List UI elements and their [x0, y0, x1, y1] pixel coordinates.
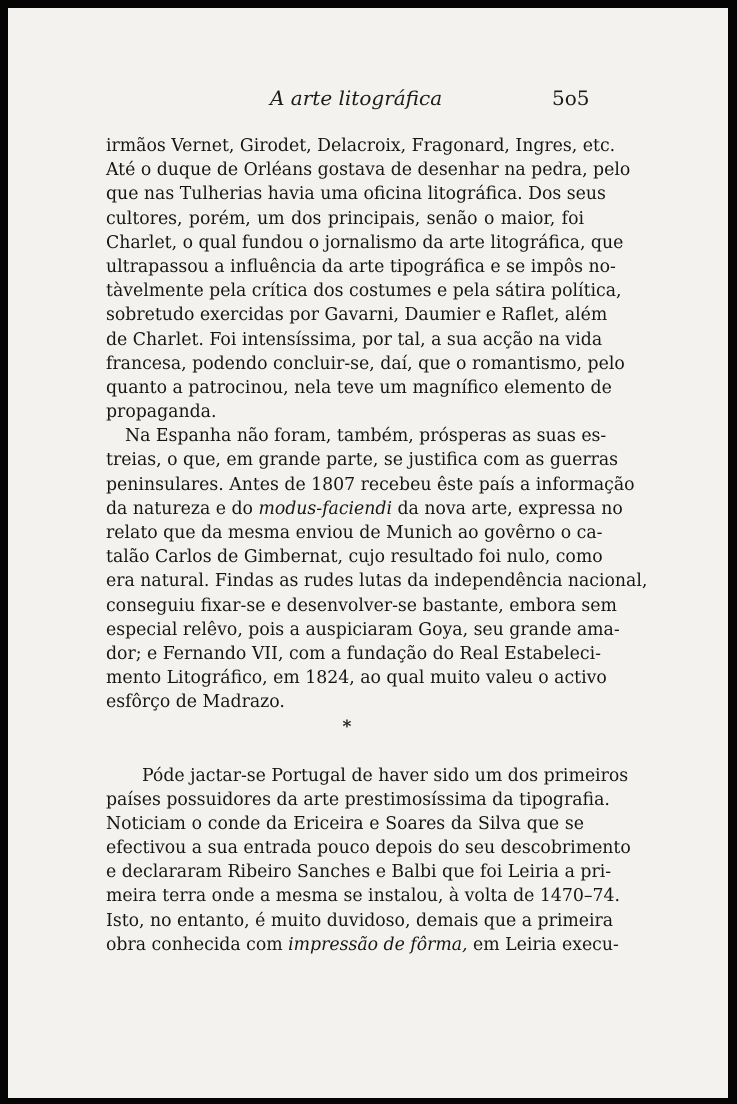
book-page	[8, 8, 728, 1098]
italic-term: impressão de fôrma,	[288, 934, 468, 955]
text-line: cultores, porém, um dos principais, senão o maior, foi	[106, 208, 584, 229]
text-line: francesa, podendo concluir-se, daí, que o romantismo, pelo	[106, 353, 625, 374]
text-line: conseguiu fixar-se e desenvolver-se bastante, embora sem	[106, 595, 617, 616]
text-line: propaganda.	[106, 402, 217, 423]
text-line: sobretudo exercidas por Gavarni, Daumier e Raflet, além	[106, 305, 608, 326]
text-line: relato que da mesma enviou de Munich ao govêrno o ca-	[106, 523, 603, 543]
text-segment: em Leiria execu-	[467, 934, 619, 955]
text-line: quanto a patrocinou, nela teve um magnífico elemento de	[106, 377, 612, 398]
text-line	[106, 497, 623, 521]
text-line: esfôrço de Madrazo.	[106, 692, 285, 713]
paragraph-1	[106, 134, 631, 424]
text-line: Noticiam o conde da Ericeira e Soares da Silva que se	[106, 813, 584, 834]
text-line: tàvelmente pela crítica dos costumes e pela sátira política,	[106, 281, 622, 302]
running-title: A arte litográfica	[270, 86, 443, 110]
paragraph-3	[106, 764, 631, 958]
text-line: especial relêvo, pois a auspiciaram Goya, seu grande ama-	[106, 619, 620, 640]
text-line: Isto, no entanto, é muito duvidoso, demais que a primeira	[106, 910, 614, 931]
text-segment: da nova arte, expressa no	[391, 498, 623, 519]
section-separator: *	[342, 716, 352, 737]
text-line: efectivou a sua entrada pouco depois do seu descobrimento	[106, 838, 631, 859]
text-line: de Charlet. Foi intensíssima, por tal, a sua acção na vida	[106, 329, 603, 350]
text-line: Até o duque de Orléans gostava de desenhar na pedra, pelo	[106, 160, 631, 181]
page-number: 5o5	[552, 86, 590, 110]
text-segment: da natureza e do	[106, 498, 259, 519]
text-line: talão Carlos de Gimbernat, cujo resultado foi nulo, como	[106, 547, 603, 568]
body-text	[106, 134, 648, 957]
section-gap	[106, 739, 584, 764]
text-line	[106, 933, 619, 957]
text-line: dor; e Fernando VII, com a fundação do Real Estabeleci-	[106, 643, 601, 664]
text-line: mento Litográfico, em 1824, ao qual muito valeu o activo	[106, 668, 607, 689]
text-line: peninsulares. Antes de 1807 recebeu êste país a informação	[106, 474, 635, 495]
text-line: treias, o que, em grande parte, se justifica com as guerras	[106, 450, 619, 471]
text-line: países possuidores da arte prestimosíssima da tipografia.	[106, 789, 610, 810]
page-header	[8, 86, 728, 116]
paragraph-2	[106, 424, 648, 714]
text-line: era natural. Findas as rudes lutas da independência nacional,	[106, 571, 648, 592]
italic-term: modus-faciendi	[258, 498, 392, 519]
text-segment: obra conhecida com	[106, 934, 289, 955]
text-line: ultrapassou a influência da arte tipográfica e se impôs no-	[106, 256, 616, 277]
text-line: Charlet, o qual fundou o jornalismo da arte litográfica, que	[106, 232, 624, 253]
text-line: Na Espanha não foram, também, prósperas as suas es-	[125, 426, 607, 447]
text-line: Póde jactar-se Portugal de haver sido um dos primeiros	[142, 765, 629, 786]
text-line: que nas Tulherias havia uma oficina litográfica. Dos seus	[106, 184, 606, 205]
text-line: irmãos Vernet, Girodet, Delacroix, Fragonard, Ingres, etc.	[106, 136, 616, 156]
text-line: meira terra onde a mesma se instalou, à volta de 1470–74.	[106, 886, 620, 907]
text-line: e declararam Ribeiro Sanches e Balbi que foi Leiria a pri-	[106, 862, 612, 883]
